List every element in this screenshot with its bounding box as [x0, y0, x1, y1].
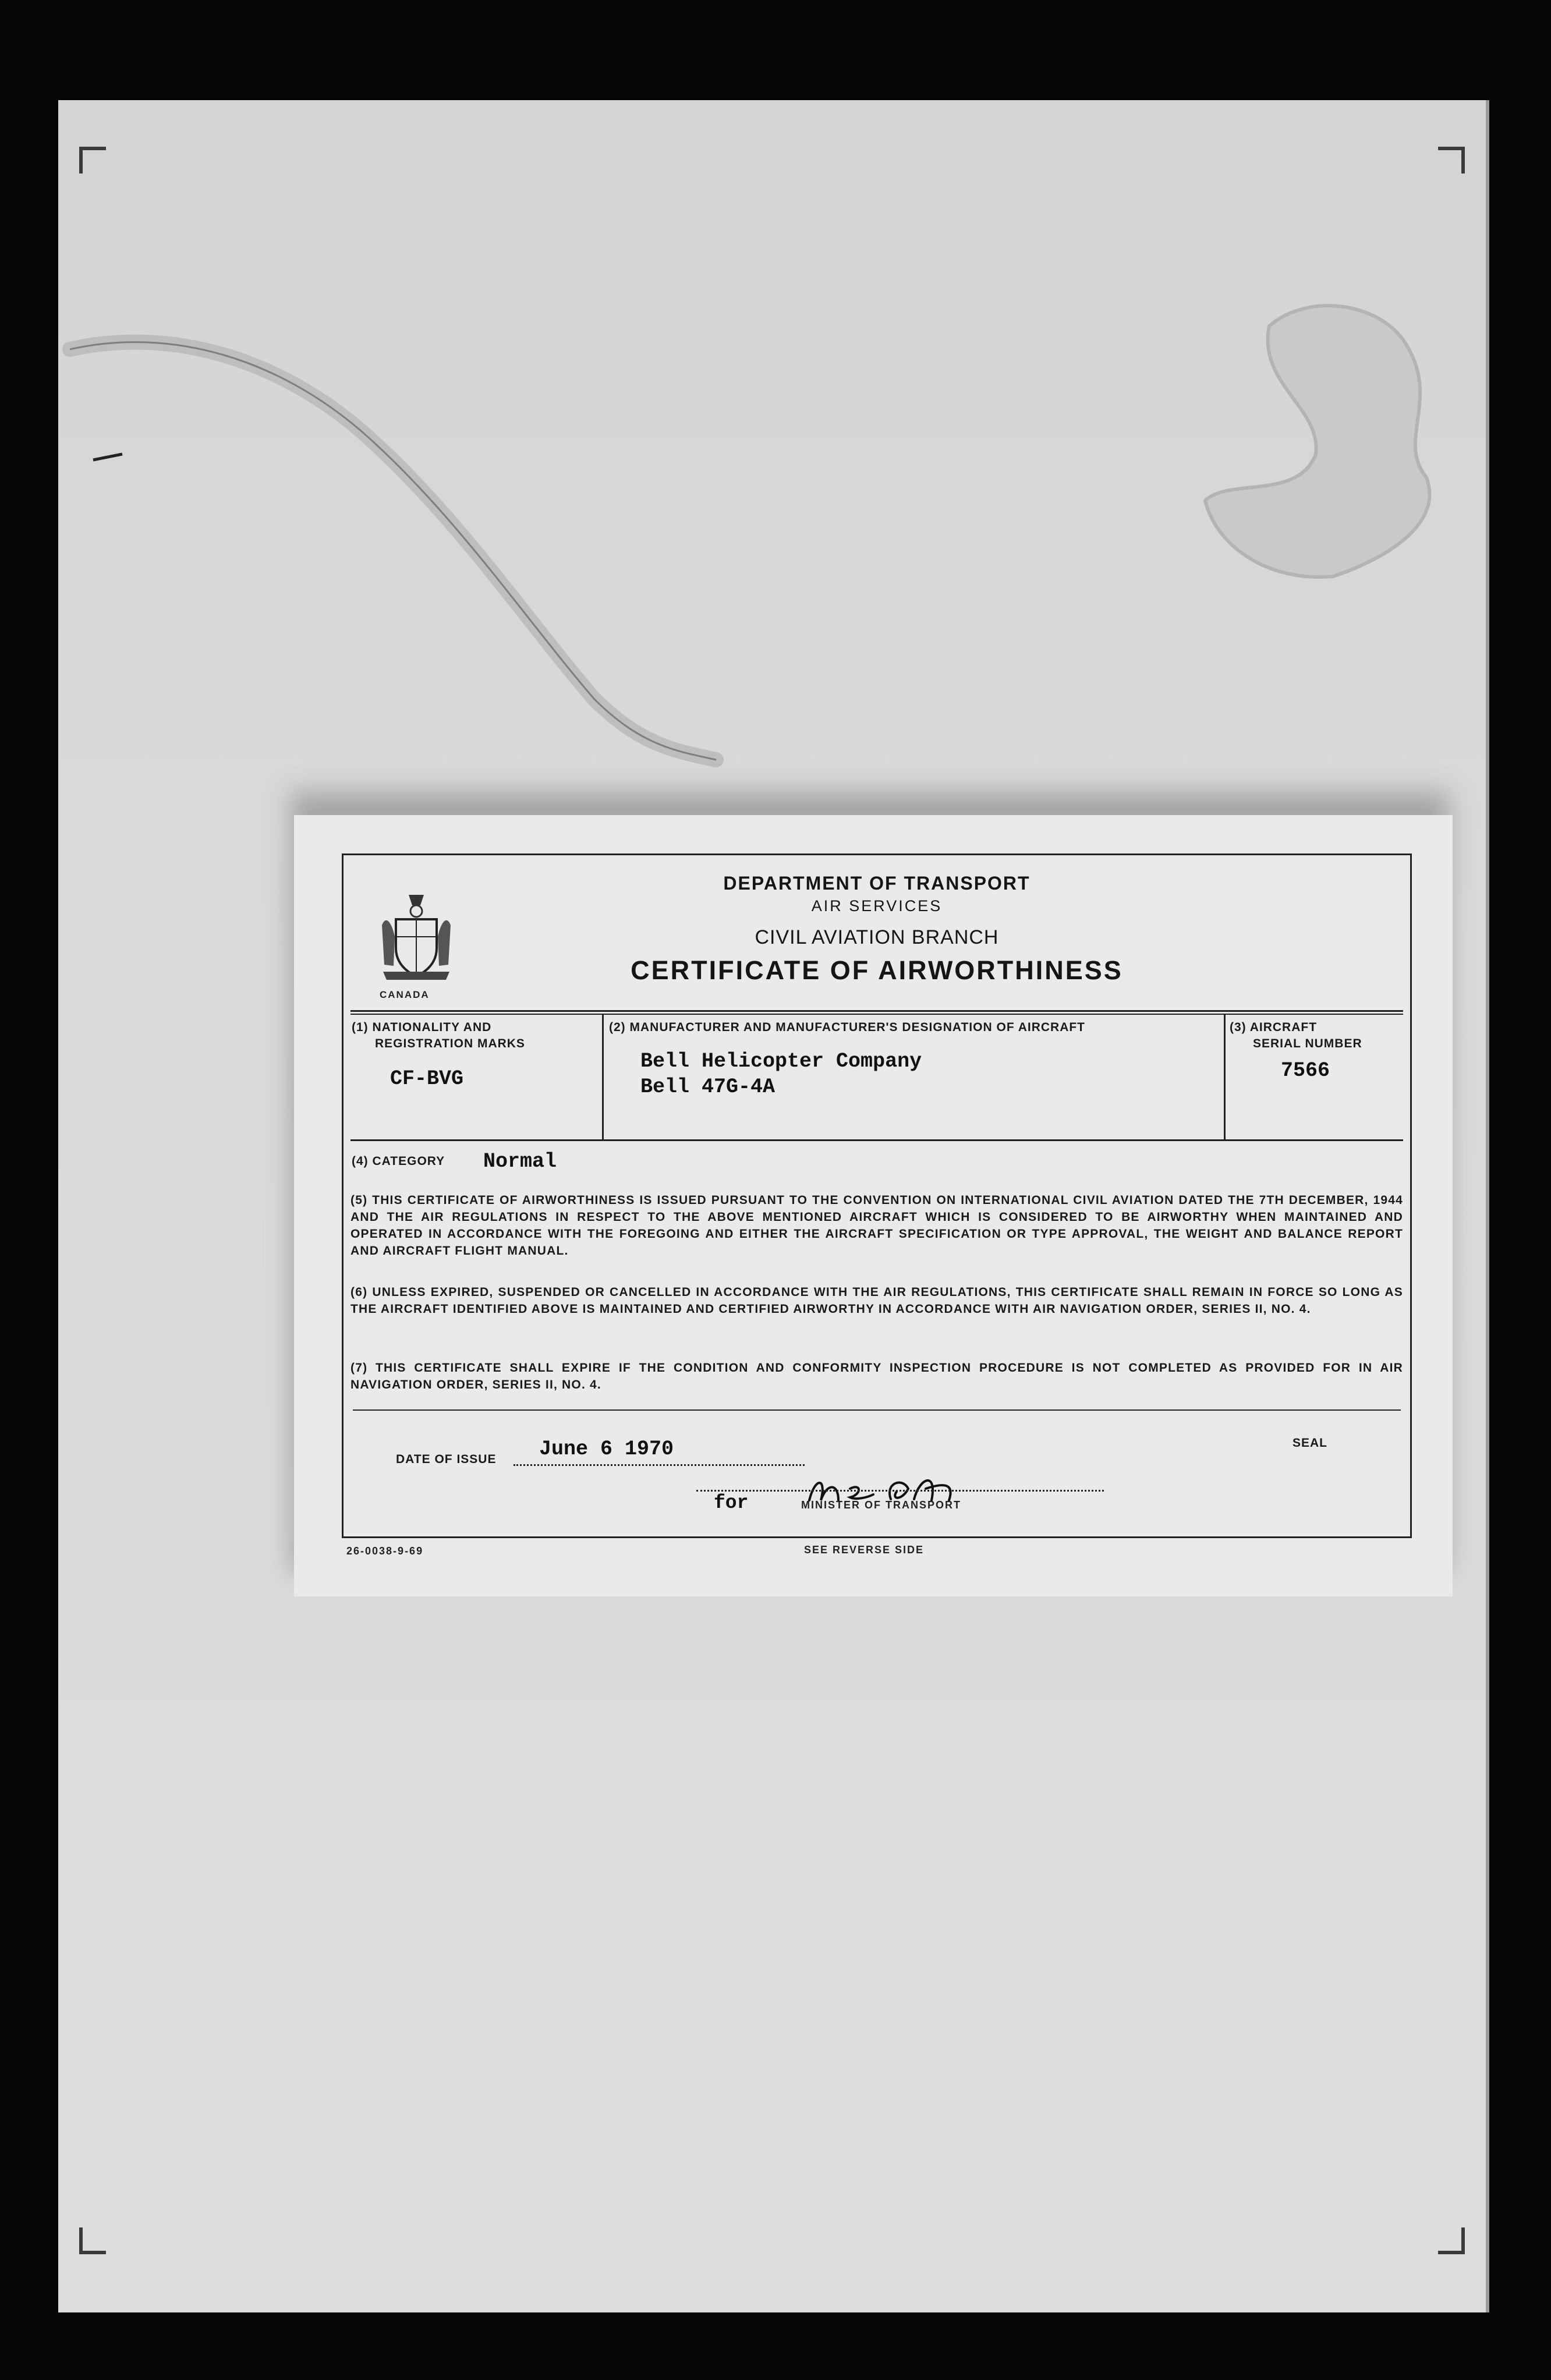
designation-value: Bell 47G-4A: [640, 1075, 776, 1099]
seal-label: SEAL: [1292, 1436, 1328, 1450]
crop-mark-bottom-right: [1438, 2227, 1465, 2254]
crop-mark-top-right: [1438, 147, 1465, 173]
manufacturer-value: Bell Helicopter Company: [640, 1050, 922, 1073]
signatory-label: MINISTER OF TRANSPORT: [801, 1499, 961, 1511]
serial-label: (3) AIRCRAFT SERIAL NUMBER: [1230, 1021, 1362, 1050]
airworthiness-certificate: [294, 815, 1453, 1596]
crop-mark-bottom-left: [79, 2227, 106, 2254]
date-of-issue-line: [514, 1464, 805, 1466]
date-of-issue-label: DATE OF ISSUE: [396, 1453, 497, 1466]
clause-7: (7) THIS CERTIFICATE SHALL EXPIRE IF THE CONDITION AND CONFORMITY INSPECTION PROCEDURE IS NOT COMPLETED AS PROVIDED FOR IN AIR NAVIGATION ORDER, SERIES II, NO. 4.: [350, 1361, 1403, 1391]
for-text: for: [714, 1492, 749, 1514]
clause-5: (5) THIS CERTIFICATE OF AIRWORTHINESS IS ISSUED PURSUANT TO THE CONVENTION ON INTERNATIONAL CIVIL AVIATION DATED THE 7TH DECEMBER, 1944 AND THE AIR REGULATIONS IN RESPECT TO THE ABOVE MENTIONED AIRCRAFT WHICH IS CONSIDERED TO BE AIRWORTHY WHEN MAINTAINED AND OPERATED IN ACCORDANCE WITH THE FOREGOING AND EITHER THE AIRCRAFT SPECIFICATION OR TYPE APPROVAL, THE WEIGHT AND BALANCE REPORT AND AIRCRAFT FLIGHT MANUAL.: [350, 1193, 1403, 1258]
category-value: Normal: [483, 1150, 557, 1173]
certificate-frame: [342, 853, 1412, 1538]
crop-mark-top-left: [79, 147, 106, 173]
header-divider-2: [350, 1014, 1403, 1015]
reverse-side-note: SEE REVERSE SIDE: [804, 1544, 925, 1556]
signature-line: [696, 1490, 1104, 1492]
air-services-title: AIR SERVICES: [811, 897, 943, 915]
fields-divider: [350, 1139, 1403, 1141]
form-number: 26-0038-9-69: [346, 1545, 424, 1557]
branch-title: CIVIL AVIATION BRANCH: [755, 926, 999, 948]
clauses-divider: [353, 1409, 1401, 1411]
clause-6: (6) UNLESS EXPIRED, SUSPENDED OR CANCELLED IN ACCORDANCE WITH THE AIR REGULATIONS, THIS CERTIFICATE SHALL REMAIN IN FORCE SO LONG AS THE AIRCRAFT IDENTIFIED ABOVE IS MAINTAINED AND CERTIFIED AIRWORTHY IN ACCORDANCE WITH AIR NAVIGATION ORDER, SERIES II, NO. 4.: [350, 1285, 1403, 1316]
header-divider: [350, 1010, 1403, 1012]
column-divider-2: [1224, 1015, 1226, 1139]
department-title: DEPARTMENT OF TRANSPORT: [723, 873, 1031, 894]
nationality-label: (1) NATIONALITY AND REGISTRATION MARKS: [352, 1021, 525, 1050]
manufacturer-label: (2) MANUFACTURER AND MANUFACTURER'S DESIGNATION OF AIRCRAFT: [609, 1021, 1086, 1034]
serial-value: 7566: [1281, 1059, 1330, 1082]
certificate-title: CERTIFICATE OF AIRWORTHINESS: [631, 955, 1123, 985]
column-divider-1: [602, 1015, 604, 1139]
date-of-issue-value: June 6 1970: [539, 1437, 674, 1461]
category-label: (4) CATEGORY: [352, 1154, 445, 1168]
crest-label: CANADA: [380, 989, 430, 1000]
registration-value: CF-BVG: [390, 1067, 464, 1090]
